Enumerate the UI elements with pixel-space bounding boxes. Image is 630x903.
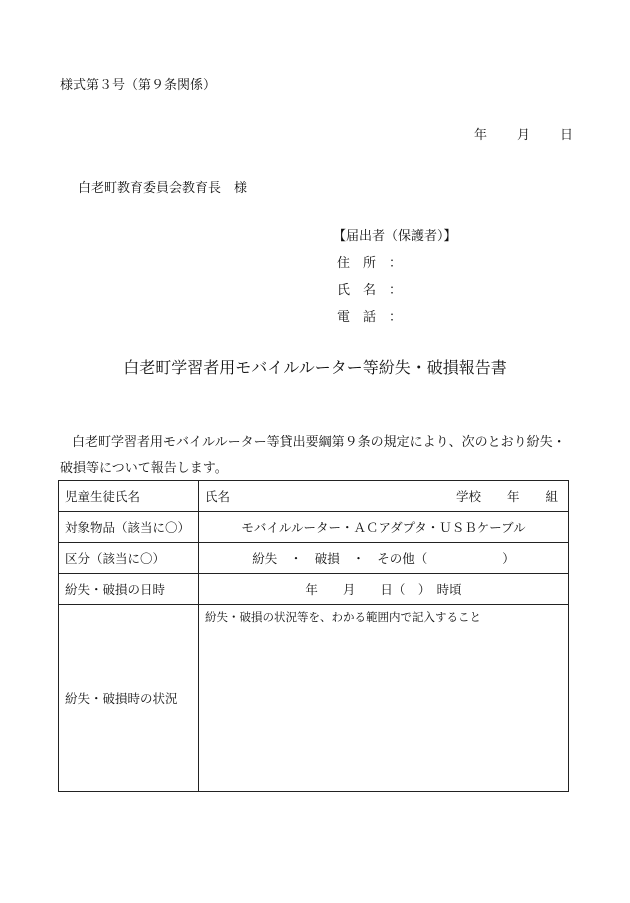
table-row	[59, 574, 569, 605]
student-name-field[interactable]	[199, 481, 569, 512]
date-day: 日	[560, 128, 574, 143]
situation-label: 紛失・破損時の状況	[59, 605, 199, 792]
table-row	[59, 512, 569, 543]
form-number: 様式第３号（第９条関係）	[60, 78, 217, 93]
student-name-label: 児童生徒氏名	[59, 481, 199, 512]
report-table	[58, 480, 569, 792]
school-suffix: 学校	[455, 489, 481, 504]
applicant-block	[333, 227, 457, 335]
datetime-field[interactable]: 年 月 日（ ） 時頃	[199, 574, 569, 605]
category-options[interactable]: 紛失 ・ 破損 ・ その他（ ）	[199, 543, 569, 574]
item-options[interactable]: モバイルルーター・ＡＣアダプタ・ＵＳＢケーブル	[199, 512, 569, 543]
intro-text: 白老町学習者用モバイルルーター等貸出要綱第９条の規定により、次のとおり紛失・破損等について報告します。	[60, 435, 566, 476]
date-month: 月	[517, 128, 531, 143]
student-name-prefix: 氏名	[205, 489, 231, 504]
school-grade-class	[456, 487, 558, 505]
item-label: 対象物品（該当に〇）	[59, 512, 199, 543]
situation-field[interactable]: 紛失・破損の状況等を、わかる範囲内で記入すること	[199, 605, 569, 792]
applicant-heading: 【届出者（保護者）】	[333, 229, 457, 244]
table-row	[59, 543, 569, 574]
table-row	[59, 605, 569, 792]
addressee: 白老町教育委員会教育長 様	[78, 181, 248, 196]
name-label: 氏 名 ：	[337, 283, 403, 298]
date-line	[474, 124, 573, 143]
grade-suffix: 年	[506, 489, 520, 504]
table-row	[59, 481, 569, 512]
date-year: 年	[474, 128, 488, 143]
address-label: 住 所 ：	[337, 256, 403, 271]
document-title: 白老町学習者用モバイルルーター等紛失・破損報告書	[123, 358, 507, 377]
datetime-label: 紛失・破損の日時	[59, 574, 199, 605]
category-label: 区分（該当に〇）	[59, 543, 199, 574]
class-suffix: 組	[545, 489, 558, 504]
phone-label: 電 話 ：	[337, 310, 403, 325]
